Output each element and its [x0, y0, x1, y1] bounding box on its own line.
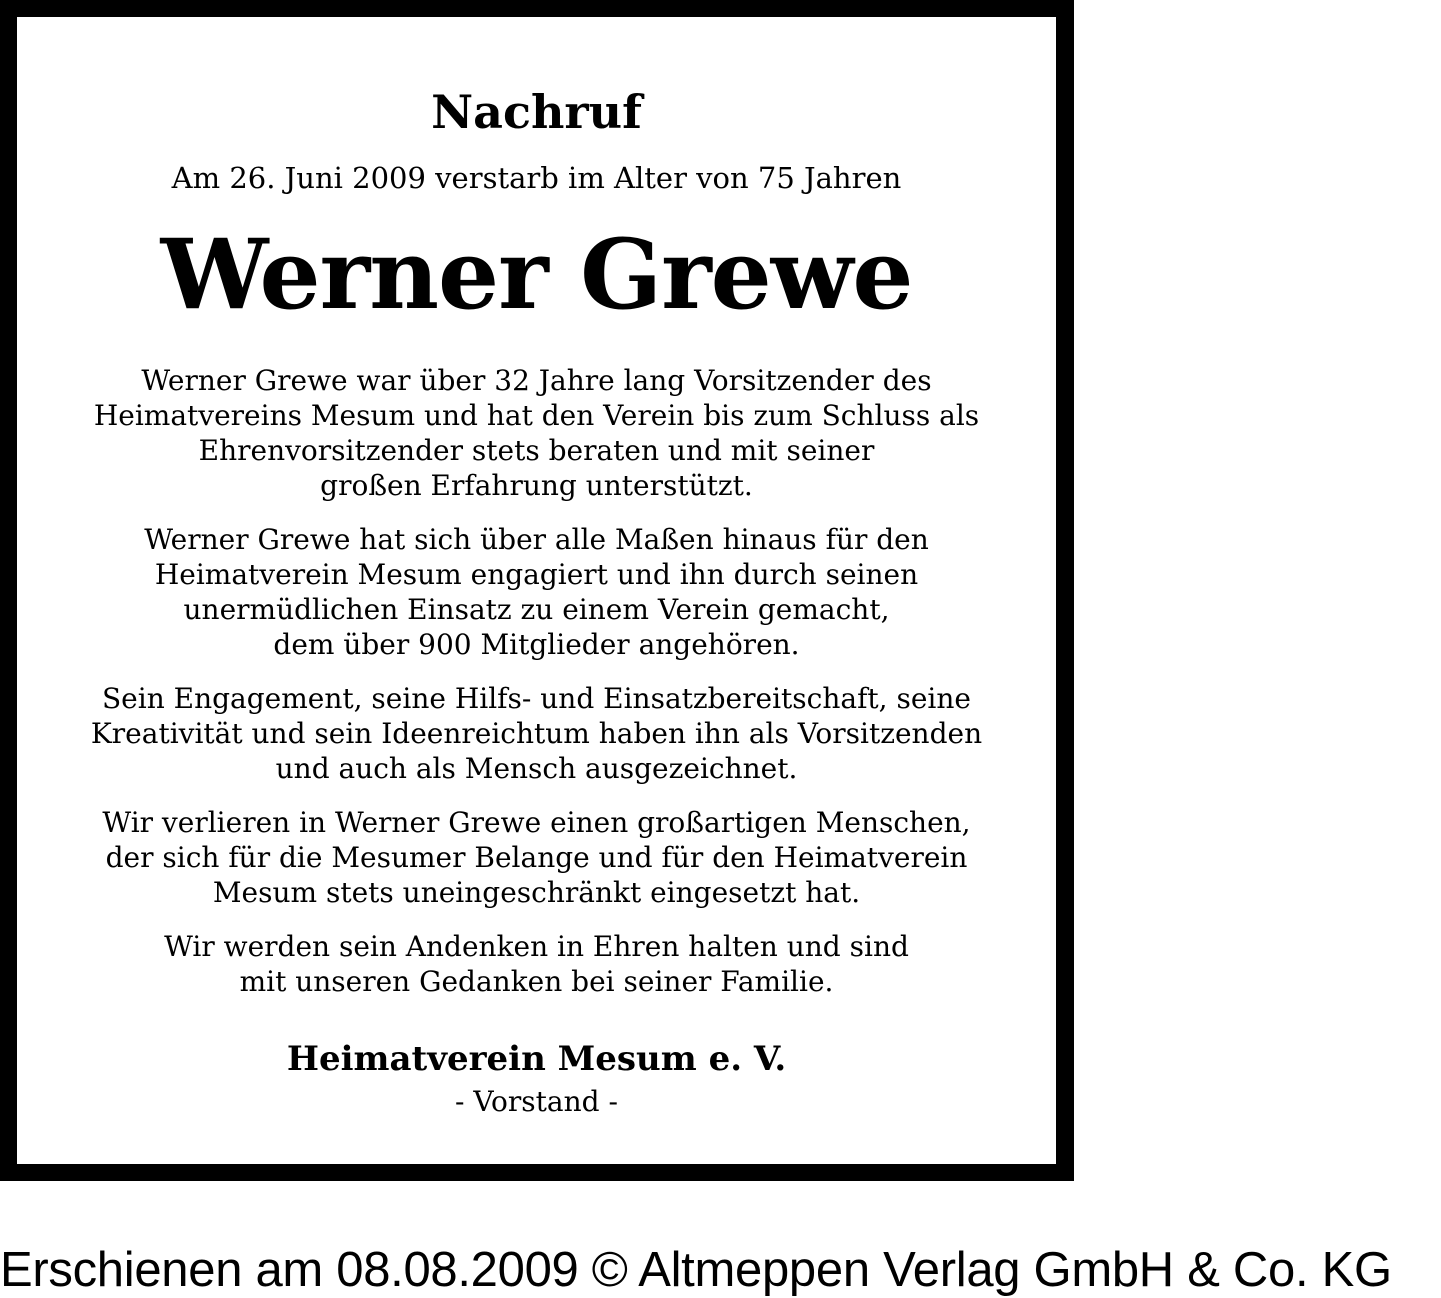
text-line: der sich für die Mesumer Belange und für den Heimatverein: [105, 841, 968, 874]
paragraph-1: [17, 363, 1056, 503]
text-line: Heimatvereins Mesum und hat den Verein bis zum Schluss als: [93, 399, 980, 432]
paragraph-3: [17, 681, 1056, 786]
text-line: Werner Grewe war über 32 Jahre lang Vorsitzender des: [141, 364, 932, 397]
paragraph-5: [17, 929, 1056, 999]
text-line: dem über 900 Mitglieder angehören.: [273, 628, 800, 661]
notice-heading: Nachruf: [431, 85, 642, 139]
obituary-notice: [17, 17, 1056, 1164]
text-line: Kreativität und sein Ideenreichtum haben ihn als Vorsitzenden: [90, 717, 983, 750]
text-line: mit unseren Gedanken bei seiner Familie.: [239, 965, 834, 998]
signature-role: - Vorstand -: [455, 1085, 618, 1118]
text-line: Heimatverein Mesum engagiert und ihn durch seinen: [154, 558, 919, 591]
text-line: unermüdlichen Einsatz zu einem Verein gemacht,: [183, 593, 890, 626]
text-line: Ehrenvorsitzender stets beraten und mit seiner: [198, 434, 875, 467]
notice-intro: Am 26. Juni 2009 verstarb im Alter von 75 Jahren: [171, 161, 902, 195]
publication-footer: Erschienen am 08.08.2009 © Altmeppen Verlag GmbH & Co. KG: [0, 1243, 1392, 1297]
text-line: Werner Grewe hat sich über alle Maßen hinaus für den: [144, 523, 929, 556]
signature-organization: Heimatverein Mesum e. V.: [286, 1039, 787, 1079]
text-line: Wir werden sein Andenken in Ehren halten und sind: [164, 930, 909, 963]
paragraph-2: [17, 522, 1056, 662]
text-line: Sein Engagement, seine Hilfs- und Einsatzbereitschaft, seine: [102, 682, 971, 715]
notice-body: [17, 363, 1056, 1018]
paragraph-4: [17, 805, 1056, 910]
deceased-name: Werner Grewe: [160, 218, 913, 331]
text-line: Wir verlieren in Werner Grewe einen großartigen Menschen,: [102, 806, 971, 839]
text-line: großen Erfahrung unterstützt.: [320, 469, 753, 502]
text-line: Mesum stets uneingeschränkt eingesetzt hat.: [212, 876, 861, 909]
text-line: und auch als Mensch ausgezeichnet.: [275, 752, 798, 785]
